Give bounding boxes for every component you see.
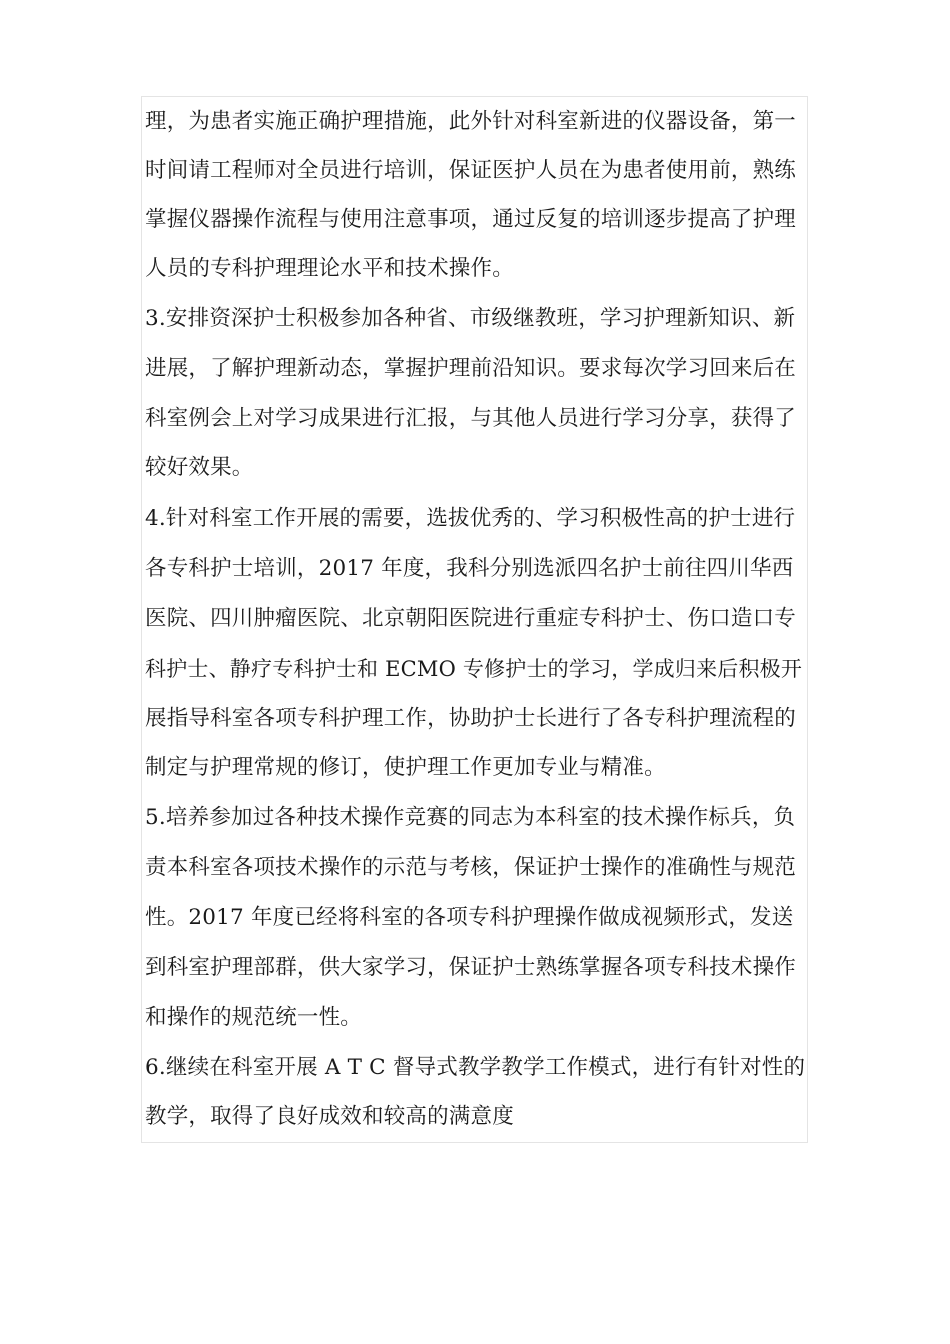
text-line: 较好效果。 — [145, 455, 254, 480]
text-line: 科室例会上对学习成果进行汇报，与其他人员进行学习分享，获得了 — [145, 406, 797, 431]
text-line: 教学，取得了良好成效和较高的满意度 — [145, 1104, 514, 1129]
text-line: 进展，了解护理新动态，掌握护理前沿知识。要求每次学习回来后在 — [145, 356, 797, 381]
text-line: 展指导科室各项专科护理工作，协助护士长进行了各专科护理流程的 — [145, 706, 797, 731]
text-line: 5.培养参加过各种技术操作竞赛的同志为本科室的技术操作标兵，负 — [145, 805, 796, 830]
text-line: 4.针对科室工作开展的需要，选拔优秀的、学习积极性高的护士进行 — [145, 506, 796, 531]
text-line: 和操作的规范统一性。 — [145, 1005, 363, 1030]
text-line: 6.继续在科室开展 A T C 督导式教学教学工作模式，进行有针对性的 — [145, 1055, 806, 1080]
text-line: 各专科护士培训，2017 年度，我科分别选派四名护士前往四川华西 — [145, 556, 794, 581]
text-line: 3.安排资深护士积极参加各种省、市级继教班，学习护理新知识、新 — [145, 306, 796, 331]
text-line: 理，为患者实施正确护理措施，此外针对科室新进的仪器设备，第一 — [145, 109, 797, 134]
text-line: 时间请工程师对全员进行培训，保证医护人员在为患者使用前，熟练 — [145, 158, 797, 183]
text-line: 到科室护理部群，供大家学习，保证护士熟练掌握各项专科技术操作 — [145, 955, 797, 980]
text-line: 科护士、静疗专科护士和 ECMO 专修护士的学习，学成归来后积极开 — [145, 657, 803, 681]
text-line: 责本科室各项技术操作的示范与考核，保证护士操作的准确性与规范 — [145, 855, 797, 880]
text-line: 掌握仪器操作流程与使用注意事项，通过反复的培训逐步提高了护理 — [145, 207, 797, 232]
text-line: 制定与护理常规的修订，使护理工作更加专业与精准。 — [145, 755, 666, 780]
text-line: 人员的专科护理理论水平和技术操作。 — [145, 256, 514, 281]
text-line: 医院、四川肿瘤医院、北京朝阳医院进行重症专科护士、伤口造口专 — [145, 606, 797, 631]
text-line: 性。2017 年度已经将科室的各项专科护理操作做成视频形式，发送 — [145, 905, 794, 930]
